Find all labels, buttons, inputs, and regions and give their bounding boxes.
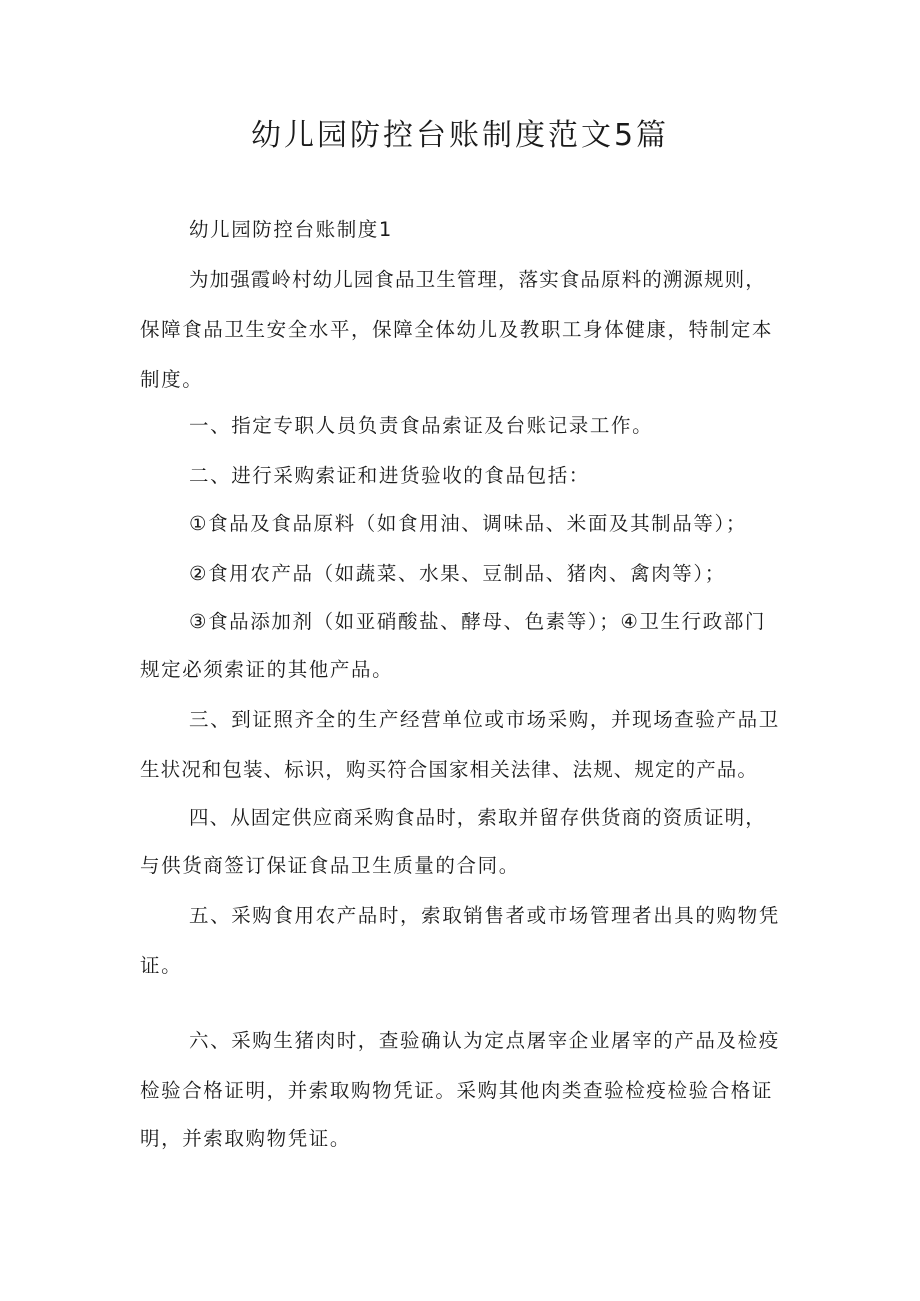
sub-item-3-line-2: 规定必须索证的其他产品。 xyxy=(140,658,394,681)
sub-item-2: ②食用农产品（如蔬菜、水果、豆制品、猪肉、禽肉等）； xyxy=(189,562,726,585)
item-2: 二、进行采购索证和进货验收的食品包括： xyxy=(189,464,590,487)
item-6-line-1: 六、采购生猪肉时，查验确认为定点屠宰企业屠宰的产品及检疫 xyxy=(189,1029,780,1052)
sub-item-1: ①食品及食品原料（如食用油、调味品、米面及其制品等）； xyxy=(189,512,747,535)
document-title: 幼儿园防控台账制度范文5篇 xyxy=(250,118,670,153)
item-1: 一、指定专职人员负责食品索证及台账记录工作。 xyxy=(189,414,654,437)
item-4-line-1: 四、从固定供应商采购食品时，索取并留存供货商的资质证明， xyxy=(189,806,766,829)
paragraph-intro-line-2: 保障食品卫生安全水平，保障全体幼儿及教职工身体健康，特制定本 xyxy=(140,318,774,341)
item-6-line-2: 检验合格证明，并索取购物凭证。采购其他肉类查验检疫检验合格证 xyxy=(140,1079,774,1102)
item-6-line-3: 明，并索取购物凭证。 xyxy=(140,1127,352,1150)
paragraph-intro-line-3: 制度。 xyxy=(140,368,204,391)
paragraph-intro-line-1: 为加强霞岭村幼儿园食品卫生管理，落实食品原料的溯源规则， xyxy=(189,268,766,291)
sub-item-3-line-1: ③食品添加剂（如亚硝酸盐、酵母、色素等）；④卫生行政部门 xyxy=(189,610,767,633)
item-3-line-1: 三、到证照齐全的生产经营单位或市场采购，并现场查验产品卫 xyxy=(189,708,780,731)
item-5-line-1: 五、采购食用农产品时，索取销售者或市场管理者出具的购物凭 xyxy=(189,904,780,927)
section-heading: 幼儿园防控台账制度1 xyxy=(189,218,393,241)
item-3-line-2: 生状况和包装、标识，购买符合国家相关法律、法规、规定的产品。 xyxy=(140,758,759,781)
item-4-line-2: 与供货商签订保证食品卫生质量的合同。 xyxy=(140,854,520,877)
item-5-line-2: 证。 xyxy=(140,954,183,977)
